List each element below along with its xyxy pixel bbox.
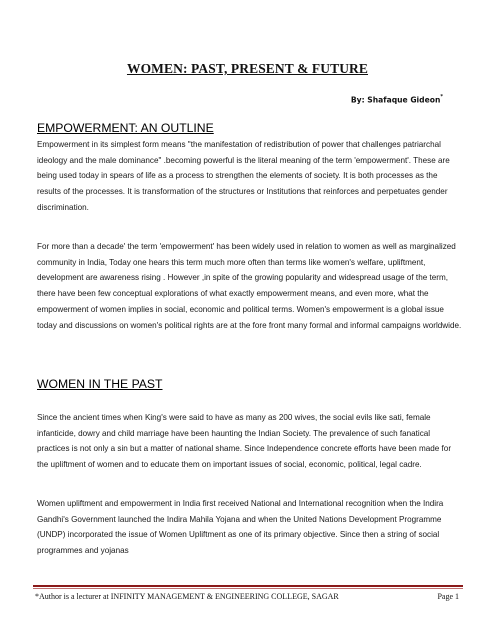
paragraph-empowerment-usage: For more than a decade' the term 'empowerment' has been widely used in relation to women as well as marginalized community in India, Today one hears this term much more often than terms like women's welfare, upliftment, development are awareness rising . However ,in spite of the growing popularity and widespread usage of the term, there have been few conceptual explorations of what exactly empowerment means, and even more, what the empowerment of women implies in social, economic and political terms. Women's empowerment is a global issue today and discussions on women's political rights are at the fore front many formal and informal campaigns worldwide. <box>37 242 462 330</box>
paragraph-women-upliftment: Women upliftment and empowerment in India first received National and International recognition when the Indira Gandhi's Government launched the Indira Mahila Yojana and when the United Nations Development Programme (UNDP) incorporated the issue of Women Upliftment as one of its primary objective. Since then a string of social programmes and yojanas <box>37 499 444 556</box>
page-number: Page 1 <box>437 592 459 601</box>
document-title: WOMEN: PAST, PRESENT & FUTURE <box>126 61 369 76</box>
paragraph-empowerment-definition: Empowerment in its simplest form means "the manifestation of redistribution of power that challenges patriarchal ideology and the male dominance" .becoming powerful is the literal meaning of the term 'empowerment'. These are being used today in spears of life as a process to strengthen the elements of society. It is both processes as the results of the processes. It is transformation of the structures or Institutions that reinforces and perpetuates gender discrimination. <box>37 140 450 212</box>
section-heading-empowerment: EMPOWERMENT: AN OUTLINE <box>37 121 214 135</box>
author-name: By: Shafaque Gideon <box>350 95 441 105</box>
section-heading-women-past: WOMEN IN THE PAST <box>37 377 163 391</box>
footer-rule <box>33 585 463 587</box>
footer-author-note: *Author is a lecturer at INFINITY MANAGEMENT & ENGINEERING COLLEGE, SAGAR <box>35 592 339 601</box>
author-byline <box>351 95 443 105</box>
footer-rule-thin <box>33 588 463 589</box>
paragraph-social-evils: Since the ancient times when King's were said to have as many as 200 wives, the social evils like sati, female infanticide, dowry and child marriage have been haunting the Indian Society. The prevalence of such fanatical practices is not only a sin but a matter of national shame. Since Independence concrete efforts have been made for the upliftment of women and to educate them on important issues of social, economic, political, legal cadre. <box>37 413 452 470</box>
author-footnote-mark: * <box>440 94 443 100</box>
